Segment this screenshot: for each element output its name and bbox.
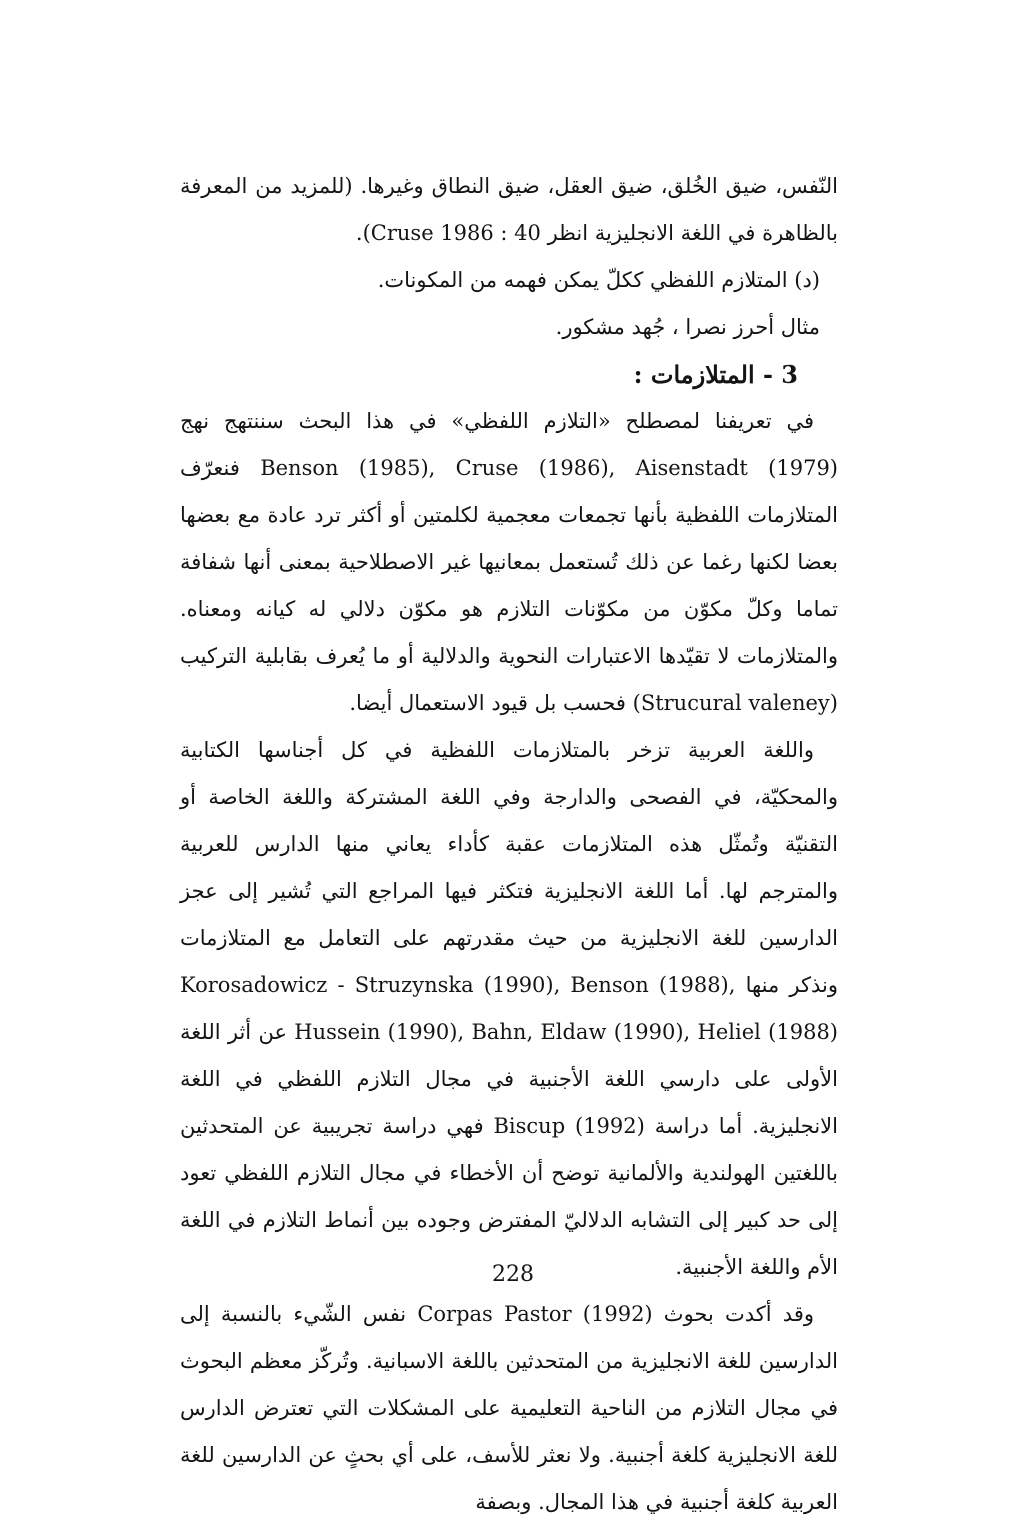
page-number: 228: [492, 1262, 534, 1287]
paragraph-arabic-collocations: واللغة العربية تزخر بالمتلازمات اللفظية في كل أجناسها الكتابية والمحكيّة، في الفصحى والدارجة وفي اللغة المشتركة واللغة الخاصة أو التقنيّة وتُمثّل هذه المتلازمات عقبة كأداء يعاني منها الدارس للعربية والمترجم لها. أما اللغة الانجليزية فتكثر فيها المراجع التي تُشير إلى عجز الدارسين للغة الانجليزية من حيث مقدرتهم على التعامل مع المتلازمات ونذكر منها Korosadowicz - Struzynska (1990), Benson (1988), Hussein (1990), Bahn, Eldaw (1990), Heliel (1988) عن أثر اللغة الأولى على دارسي اللغة الأجنبية في مجال التلازم اللفظي في اللغة الانجليزية. أما دراسة Biscup (1992) فهي دراسة تجريبية عن المتحدثين باللغتين الهولندية والألمانية توضح أن الأخطاء في مجال التلازم اللفظي تعود إلى حد كبير إلى التشابه الدلاليّ المفترض وجوده بين أنماط التلازم في اللغة الأم واللغة الأجنبية.: [180, 738, 839, 1279]
body-text: [180, 163, 838, 1526]
paragraph-research: وقد أكدت بحوث Corpas Pastor (1992) نفس الشّيء بالنسبة إلى الدارسين للغة الانجليزية من المتحدثين باللغة الاسبانية. وتُركّز معظم البحوث في مجال التلازم من الناحية التعليمية على المشكلات التي تعترض الدارس للغة الانجليزية كلغة أجنبية. ولا نعثر للأسف، على أي بحثٍ عن الدارسين للغة العربية كلغة أجنبية في هذا المجال. وبصفة: [180, 1302, 838, 1514]
paragraph-continuation: النّفس، ضيق الخُلق، ضيق العقل، ضيق النطاق وغيرها. (للمزيد من المعرفة بالظاهرة في اللغة الانجليزية انظر Cruse 1986 : 40).: [180, 174, 838, 245]
list-item-d: (د) المتلازم اللفظي ككلّ يمكن فهمه من المكونات.: [377, 268, 820, 292]
section-heading: 3 - المتلازمات :: [633, 360, 798, 389]
paragraph-definition: في تعريفنا لمصطلح «التلازم اللفظي» في هذا البحث سننتهج نهج Benson (1985), Cruse (1986), Aisenstadt (1979) فنعرّف المتلازمات اللفظية بأنها تجمعات معجمية لكلمتين أو أكثر ترد عادة مع بعضها بعضا لكنها رغما عن ذلك تُستعمل بمعانيها غير الاصطلاحية بمعنى أنها شفافة تماما وكلّ مكوّن من مكوّنات التلازم هو مكوّن دلالي له كيانه ومعناه. والمتلازمات لا تقيّدها الاعتبارات النحوية والدلالية أو ما يُعرف بقابلية التركيب (Strucural valeney) فحسب بل قيود الاستعمال أيضا.: [180, 409, 838, 715]
example-line: مثال أحرز نصرا ، جُهد مشكور.: [555, 315, 820, 339]
